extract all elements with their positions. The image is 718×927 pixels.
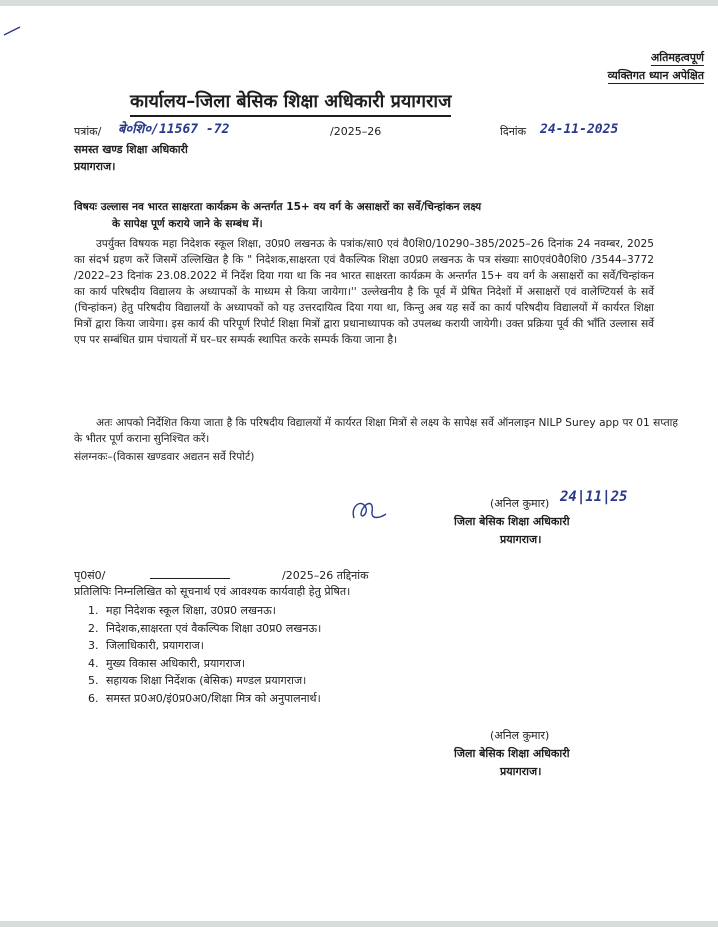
signature-handwritten-date: 24|11|25 — [560, 489, 628, 505]
ref-label: पत्रांक/ — [74, 125, 102, 138]
signatory-designation: जिला बेसिक शिक्षा अधिकारी — [454, 515, 570, 528]
signature-scribble — [348, 494, 392, 528]
copy-ref-year: /2025–26 तद्दिनांक — [282, 569, 369, 582]
date-handwritten: 24-11-2025 — [540, 122, 619, 137]
copy-recipient-list — [88, 602, 321, 707]
signatory-place: प्रयागराज। — [500, 533, 542, 546]
addressee-line1: समस्त खण्ड शिक्षा अधिकारी — [74, 143, 188, 156]
signatory-name: (अनिल कुमार) — [490, 497, 550, 510]
copy-ref-label: पृ0सं0/ — [74, 569, 106, 582]
signatory2-name: (अनिल कुमार) — [490, 729, 550, 742]
enclosure-note: संलग्नकः–(विकास खण्डवार अद्यतन सर्वे रिपोर्ट) — [74, 451, 255, 463]
ref-year: /2025–26 — [330, 125, 382, 138]
subject-line1: विषयः उल्लास नव भारत साक्षरता कार्यक्रम के अन्तर्गत 15+ वय वर्ग के असाक्षरों का सर्वे/चिन्हांकन लक्ष्य — [74, 201, 482, 213]
list-item: 5. सहायक शिक्षा निर्देशक (बेसिक) मण्डल प्रयागराज। — [88, 674, 307, 687]
body-paragraph-2-text: अतः आपको निर्देशित किया जाता है कि परिषदीय विद्यालयों में कार्यरत शिक्षा मित्रों से लक्ष्य के सापेक्ष सर्वे ऑनलाइन NILP Surey app पर 01 सप्ताह के भीतर पूर्ण कराना सुनिश्चित करें। — [74, 417, 678, 445]
body-paragraph-2 — [74, 415, 678, 447]
copy-ref-blank — [150, 578, 230, 579]
pen-mark — [2, 24, 24, 38]
date-label: दिनांक — [500, 125, 527, 138]
priority-note: अतिमहत्वपूर्ण — [650, 51, 704, 64]
list-item: 2. निदेशक,साक्षरता एवं वैकल्पिक शिक्षा उ0प्र0 लखनऊ। — [88, 621, 322, 635]
signatory2-designation: जिला बेसिक शिक्षा अधिकारी — [454, 747, 570, 760]
subject-line2: के सापेक्ष पूर्ण कराये जाने के सम्बंध में। — [112, 218, 263, 230]
list-item: 6. समस्त प्र0अ0/इं0प्र0अ0/शिक्षा मित्र को अनुपालनार्थ। — [88, 691, 321, 705]
signatory2-place: प्रयागराज। — [500, 765, 542, 778]
list-item: 1. महा निदेशक स्कूल शिक्षा, उ0प्र0 लखनऊ। — [88, 604, 276, 617]
addressee-line2: प्रयागराज। — [74, 160, 116, 173]
letter-page — [0, 6, 718, 921]
copy-intro: प्रतिलिपिः निम्नलिखित को सूचनार्थ एवं आवश्यक कार्यवाही हेतु प्रेषित। — [74, 585, 351, 598]
body-paragraph-1 — [74, 236, 654, 348]
list-item: 3. जिलाधिकारी, प्रयागराज। — [88, 639, 204, 652]
body-paragraph-1-text: उपर्युक्त विषयक महा निदेशक स्कूल शिक्षा, उ0प्र0 लखनऊ के पत्रांक/सा0 एवं वै0शि0/10290–385/2025–26 दिनांक 24 नवम्बर, 2025 का संदर्भ ग्रहण करें जिसमें उल्लिखित है कि " निदेशक,साक्षरता एवं वैकल्पिक शिक्षा उ0प्र0 लखनऊ के पत्र संख्याः सा0एवं0वै0शि0 /3544–3772 /2022–23 दिनांक 23.08.2022 में निर्देश दिया गया था कि नव भारत साक्षरता कार्यक्रम के अन्तर्गत 15+ वय वर्ग के असाक्षरों का सर्वे/चिन्हांकन का कार्य परिषदीय विद्यालय के अध्यापकों के माध्यम से किया जायेगा।'' उल्लेखनीय है कि पूर्व में प्रेषित निदेशों में असाक्षरों एवं वालेण्टियर्स के सर्वे (चिन्हांकन) हेतु परिषदीय विद्यालयों के अध्यापकों को यह उत्तरदायित्व दिया गया था, किन्तु अब यह सर्वे का कार्य परिषदीय विद्यालयों में कार्यरत शिक्षा मित्रों द्वारा किया जायेगा। इस कार्य की परिपूर्ण रिपोर्ट शिक्षा मित्रों द्वारा प्रधानाध्यापक को उपलब्ध करायी जायेगी। उक्त प्रक्रिया पूर्व की भाँति उल्लास सर्वे एप पर सम्बंधित ग्राम पंचायतों में घर–घर सम्पर्क स्थापित करके सम्पर्क किया जाना है। — [74, 238, 654, 346]
attention-note: व्यक्तिगत ध्यान अपेक्षित — [607, 69, 704, 82]
office-title: कार्यालय–जिला बेसिक शिक्षा अधिकारी प्रयागराज — [130, 89, 451, 117]
list-item: 4. मुख्य विकास अधिकारी, प्रयागराज। — [88, 656, 246, 670]
ref-number-handwritten: बे०शि०/11567 -72 — [118, 122, 230, 137]
